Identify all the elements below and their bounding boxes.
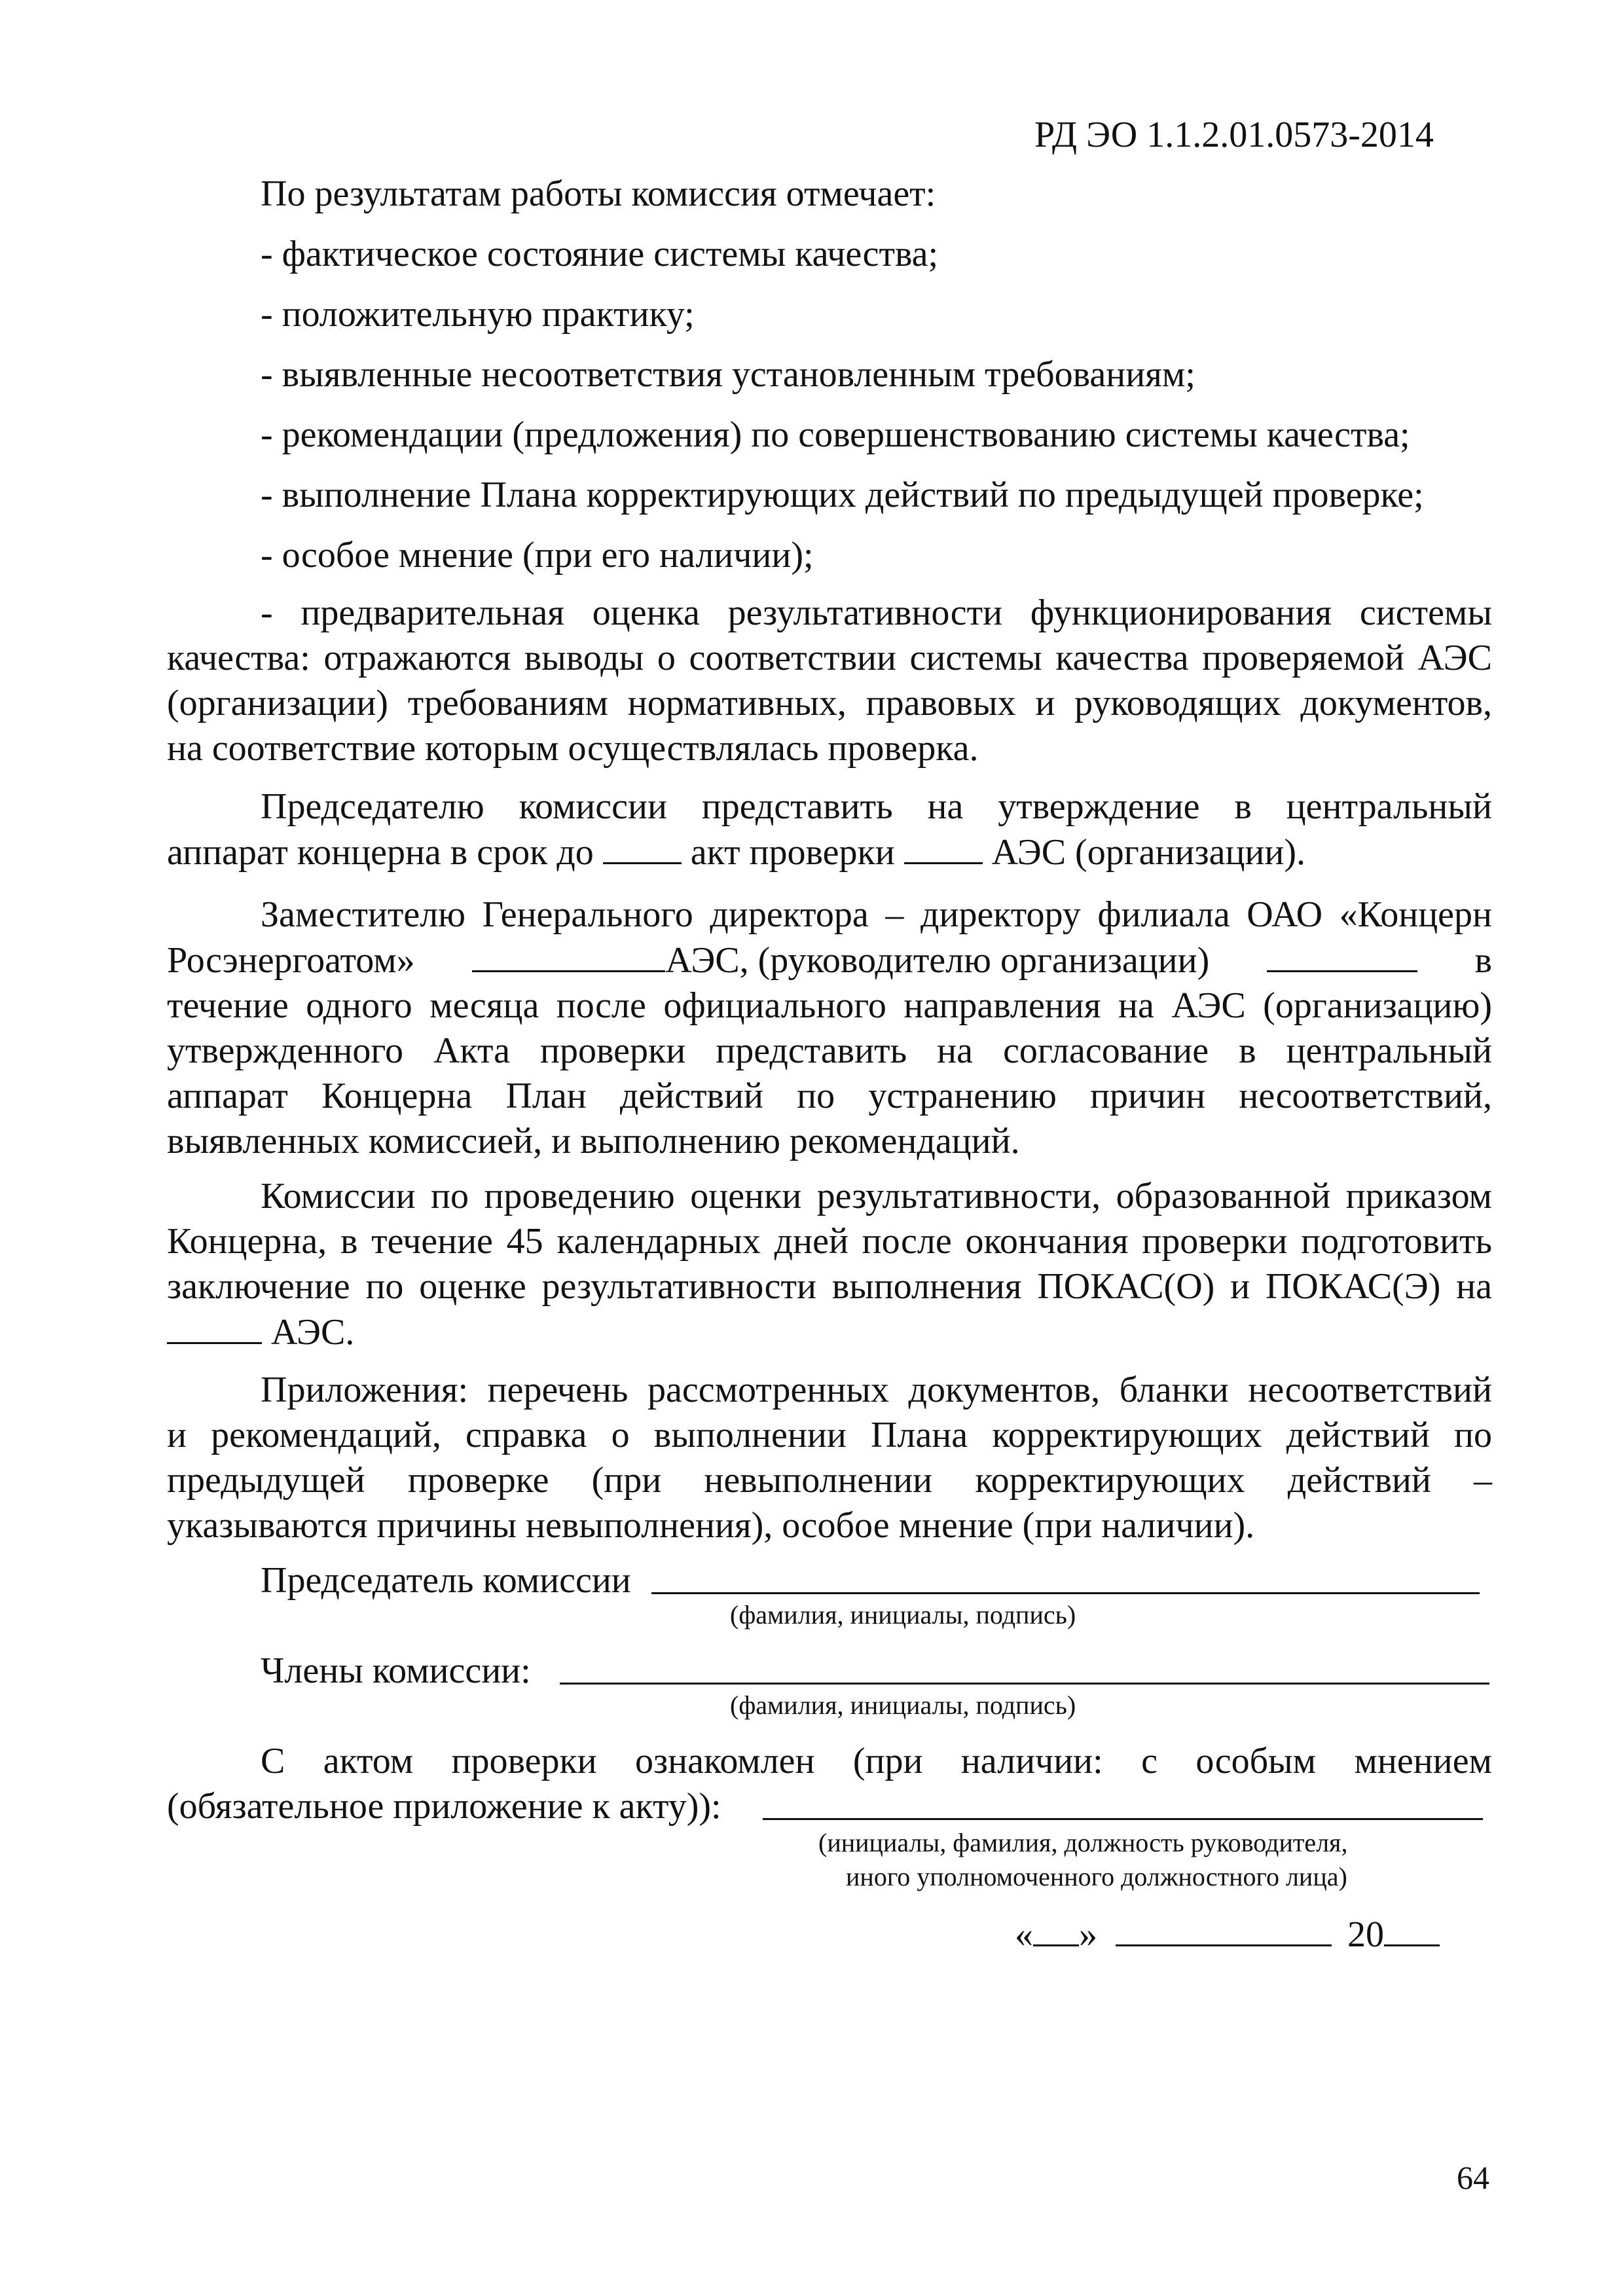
members-caption: (фамилия, инициалы, подпись) [730,1690,1076,1720]
text-fragment: АЭС. [271,1312,355,1353]
members-label: Члены комиссии: [261,1650,531,1691]
paragraph-line: течение одного месяца после официального направления на АЭС (организацию) [167,985,1492,1026]
paragraph-line: указываются причины невыполнения), особое мнение (при наличии). [167,1505,1255,1546]
chairman-caption: (фамилия, инициалы, подпись) [730,1600,1076,1630]
year-prefix: 20 [1347,1914,1384,1955]
acknowledgement-caption-1: (инициалы, фамилия, должность руководителя, [818,1828,1348,1857]
list-item: - выявленные несоответствия установленным требованиям; [261,354,1195,395]
list-item: - рекомендации (предложения) по совершенствованию системы качества; [261,414,1410,455]
commission-instruction [167,1174,1492,1355]
paragraph-line: утвержденного Акта проверки представить на согласование в центральный [167,1030,1492,1071]
paragraph-line [167,938,1492,983]
paragraph-line [167,1309,1492,1355]
text-fragment: Росэнергоатом» [167,940,415,981]
day-blank [1033,1912,1079,1946]
blank-field [1267,938,1417,972]
blank-field [904,829,983,864]
page-number: 64 [1457,2159,1489,2196]
results-intro: По результатам работы комиссия отмечает: [261,173,936,214]
paragraph-line: Заместителю Генерального директора – директору филиала ОАО «Концерн [261,894,1492,935]
text-fragment: аппарат концерна в срок до [167,832,594,873]
chairman-label: Председатель комиссии [261,1560,631,1601]
chairman-instruction [167,784,1492,875]
blank-field [472,938,665,972]
acknowledgement-signature-line [763,1818,1483,1820]
assessment-paragraph [167,591,1492,771]
paragraph-line [167,829,1492,875]
members-signature-line [560,1683,1489,1685]
doc-code: РД ЭО 1.1.2.01.0573-2014 [1034,115,1434,155]
paragraph-line: на соответствие которым осуществлялась проверка. [167,728,979,769]
paragraph-line: предыдущей проверке (при невыполнении корректирующих действий – [167,1460,1492,1501]
text-fragment: АЭС (организации). [991,832,1305,873]
date-line [1015,1912,1440,1958]
text-fragment [1267,938,1417,983]
paragraph-line: (обязательное приложение к акту)): [167,1786,721,1827]
paragraph-line: аппарат Концерна План действий по устранению причин несоответствий, [167,1076,1492,1116]
paragraph-line: Концерна, в течение 45 календарных дней после окончания проверки подготовить [167,1221,1492,1262]
acknowledgement [167,1739,1492,1829]
paragraph-line: качества: отражаются выводы о соответствии системы качества проверяемой АЭС [167,638,1492,678]
date-open-quote: « [1015,1914,1033,1955]
paragraph-line: Приложения: перечень рассмотренных документов, бланки несоответствий [261,1370,1492,1410]
list-item: - особое мнение (при его наличии); [261,535,814,575]
paragraph-line: С актом проверки ознакомлен (при наличии: с особым мнением [261,1741,1492,1781]
chairman-signature-line [651,1592,1480,1594]
deputy-instruction [167,892,1492,1164]
paragraph-line: - предварительная оценка результативности функционирования системы [261,592,1492,633]
paragraph-line: заключение по оценке результативности выполнения ПОКАС(О) и ПОКАС(Э) на [167,1266,1492,1307]
date-close-quote: » [1079,1914,1097,1955]
paragraph-line: выявленных комиссией, и выполнению рекомендаций. [167,1121,1020,1161]
blank-field [167,1309,262,1344]
blank-field [603,829,682,864]
list-item: - фактическое состояние системы качества; [261,234,939,274]
year-blank [1384,1912,1440,1946]
text-fragment [472,938,1209,983]
list-item: - положительную практику; [261,294,695,335]
paragraph-line: Председателю комиссии представить на утверждение в центральный [261,786,1492,827]
text-fragment: акт проверки [690,832,895,873]
attachments-paragraph [167,1368,1492,1548]
paragraph-line: (организации) требованиям нормативных, правовых и руководящих документов, [167,683,1492,723]
month-blank [1116,1912,1332,1946]
text-fragment: в [1474,940,1492,981]
text-fragment: АЭС, (руководителю организации) [665,940,1210,981]
paragraph-line: Комиссии по проведению оценки результативности, образованной приказом [261,1176,1492,1216]
paragraph-line: и рекомендаций, справка о выполнении Плана корректирующих действий по [167,1415,1492,1455]
list-item: - выполнение Плана корректирующих действий по предыдущей проверке; [261,475,1424,515]
acknowledgement-caption-2: иного уполномоченного должностного лица) [846,1862,1347,1891]
